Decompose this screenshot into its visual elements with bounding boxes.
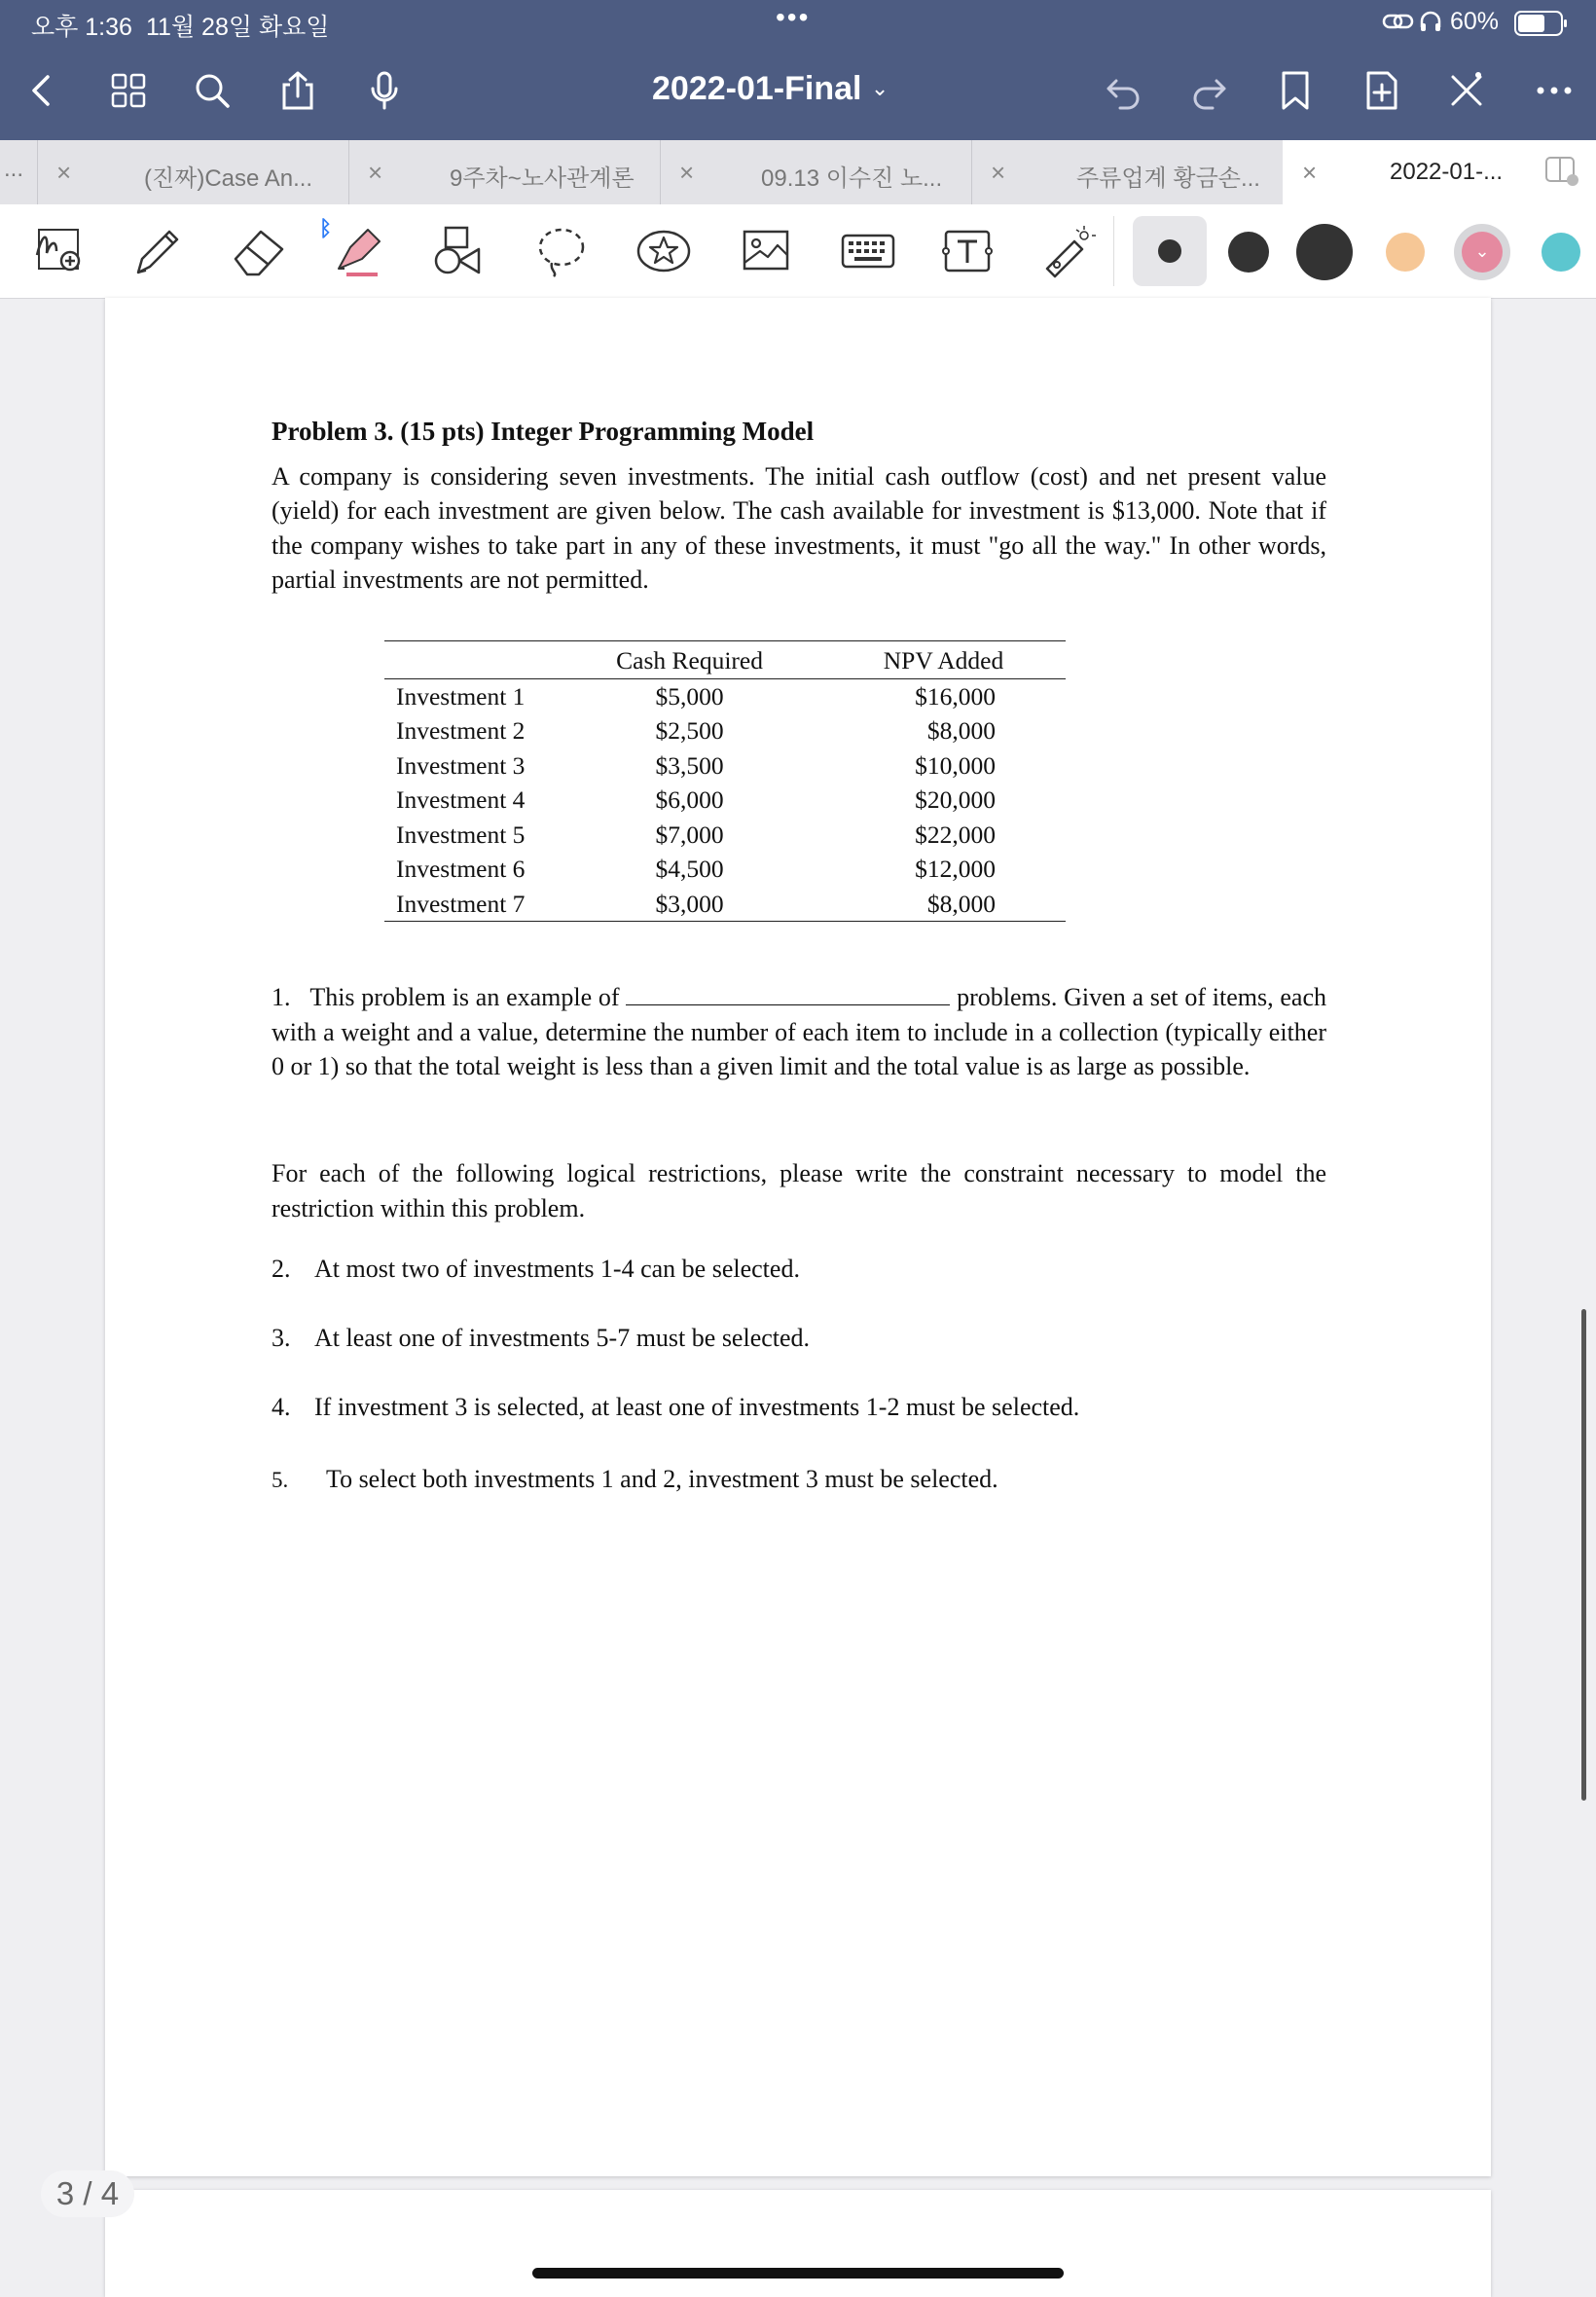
question-number: 2. [272,1255,291,1283]
tab-item[interactable] [971,140,1284,204]
table-cell: Investment 5 [396,820,526,849]
lasso-icon[interactable] [530,222,593,280]
tab-label: 주류업계 황금손... [1076,165,1260,192]
tab-bar [0,140,1596,205]
share-icon[interactable] [273,66,322,115]
tab-item-active[interactable] [1283,140,1596,205]
image-icon[interactable] [735,222,797,280]
keyboard-icon[interactable] [837,222,899,280]
table-header: Cash Required [597,641,782,679]
search-icon[interactable] [188,66,236,115]
table-cell: $7,000 [655,820,724,849]
table-cell: Investment 7 [384,887,597,922]
tab-close-icon[interactable]: × [1302,158,1318,187]
microphone-icon[interactable] [360,66,409,115]
shapes-icon[interactable] [428,222,490,280]
tab-item[interactable] [348,140,661,204]
handwriting-zoom-icon[interactable] [27,222,90,280]
instructions: For each of the following logical restrictions, please write the constraint necessary to model the restriction within this problem. [272,1159,1326,1222]
text-box-icon[interactable] [936,222,998,280]
investment-table [384,640,1066,922]
bluetooth-icon: ᛒ [319,216,333,240]
table-cell: $2,500 [655,716,724,745]
table-cell: $5,000 [655,681,724,711]
document-title[interactable] [652,70,889,108]
drawing-toolbar [0,204,1596,299]
question-number: 5. [272,1468,289,1492]
table-cell: $16,000 [915,681,996,711]
split-view-icon[interactable] [1543,154,1582,196]
question-3 [272,1321,1326,1356]
table-cell: Investment 2 [396,716,526,745]
tab-close-icon[interactable]: × [679,158,695,187]
question-text: If investment 3 is selected, at least one of investments 1-2 must be selected. [314,1393,1080,1421]
tab-label: 9주차~노사관계론 [450,165,635,192]
color-swatch-pink-selected[interactable] [1454,224,1510,280]
question-4 [272,1390,1326,1425]
question-text: To select both investments 1 and 2, investment 3 must be selected. [326,1465,998,1493]
document-title-text: 2022-01-Final [652,70,862,107]
home-indicator[interactable] [532,2268,1064,2279]
page-indicator: 3 / 4 [41,2170,134,2217]
question-number: 3. [272,1324,291,1352]
more-options-icon[interactable] [1530,66,1578,115]
table-cell: Investment 1 [396,681,526,711]
table-cell: $3,500 [655,750,724,780]
redo-icon[interactable] [1184,66,1233,115]
back-icon[interactable] [18,66,66,115]
table-cell: $20,000 [915,785,996,814]
table-row [384,818,1066,853]
question-number: 4. [272,1393,291,1421]
headphones-icon [1419,10,1442,38]
multitask-dots-icon[interactable]: ••• [776,2,811,32]
question-1-lead: This problem is an example of [309,983,620,1011]
table-cell: $8,000 [782,887,1066,922]
tab-label: (진짜)Case An... [144,165,313,192]
laser-pointer-icon[interactable] [1035,222,1098,280]
problem-title: Problem 3. (15 pts) Integer Programming Model [272,417,815,446]
table-header [384,641,597,679]
table-row [384,748,1066,784]
chevron-down-icon: ⌄ [1462,232,1503,273]
status-bar [0,0,1596,45]
table-cell: Investment 3 [396,750,526,780]
toolbar-divider [1113,216,1114,286]
highlighter-icon[interactable] [327,222,389,280]
color-swatch-teal[interactable] [1542,233,1580,272]
tab-overflow[interactable]: ... [0,140,38,204]
question-number: 1. [272,983,291,1011]
stroke-size-large[interactable] [1296,224,1353,280]
problem-intro: A company is considering seven investments. The initial cash outflow (cost) and net present value (yield) for each investment are given below. The cash available for investment is $13,000. Note that if the company wishes to take part in any of these investments, it must "go all the way." In other words, partial investments are not permitted. [272,461,1326,594]
eraser-icon[interactable] [228,222,290,280]
stroke-size-medium[interactable] [1228,232,1269,273]
link-icon [1382,10,1415,38]
tools-off-icon[interactable] [1442,66,1491,115]
add-page-icon[interactable] [1358,66,1406,115]
table-cell: $22,000 [915,820,996,849]
battery-icon [1514,11,1569,41]
stroke-dot-icon [1158,239,1181,263]
undo-icon[interactable] [1100,66,1148,115]
status-time: 오후 1:36 [31,14,132,41]
answer-blank[interactable] [626,979,950,1005]
table-row [384,852,1066,887]
grid-view-icon[interactable] [104,66,153,115]
scrollbar[interactable] [1581,1309,1586,1801]
problem-content [272,415,1327,1493]
tab-close-icon[interactable]: × [991,158,1006,187]
color-swatch-peach[interactable] [1386,233,1425,272]
table-row [384,678,1066,713]
tab-label: 2022-01-... [1390,159,1504,185]
chevron-down-icon: ⌄ [870,76,889,100]
question-text: At least one of investments 5-7 must be selected. [314,1324,811,1352]
nav-bar [0,45,1596,140]
question-1 [272,979,1326,1084]
next-page[interactable] [105,2190,1491,2297]
table-cell: $3,000 [597,887,782,922]
table-row [384,713,1066,748]
table-cell: $8,000 [926,716,996,745]
question-2 [272,1252,1326,1287]
table-header-row [384,641,1066,679]
tab-close-icon[interactable]: × [56,158,72,187]
sticker-icon[interactable] [633,222,695,280]
question-text: At most two of investments 1-4 can be selected. [314,1255,800,1283]
stroke-size-small-selected[interactable] [1133,216,1207,286]
table-cell: $4,500 [655,855,724,883]
question-1-rest: problems. Given a set of items, each with a weight and a value, determine the number of each item to include in a collection (typically either 0 or 1) so that the total weight is less than a given limit and the total value is as large as possible. [272,983,1327,1080]
table-row [384,783,1066,818]
tab-close-icon[interactable]: × [368,158,383,187]
table-cell: $12,000 [915,855,996,883]
tab-item[interactable] [37,140,349,204]
tab-label: 09.13 이수진 노... [761,165,943,192]
battery-percent: 60% [1450,8,1500,35]
document-page[interactable] [105,298,1491,2176]
question-5 [272,1462,1326,1498]
pen-icon[interactable] [127,222,189,280]
tab-item[interactable] [660,140,972,204]
table-header: NPV Added [782,641,1066,679]
table-cell: $6,000 [655,785,724,814]
status-date: 11월 28일 화요일 [146,14,330,41]
table-cell: Investment 6 [396,855,526,883]
table-cell: $10,000 [915,750,996,780]
table-cell: Investment 4 [396,785,526,814]
bookmark-icon[interactable] [1271,66,1320,115]
table-row [384,887,1066,922]
